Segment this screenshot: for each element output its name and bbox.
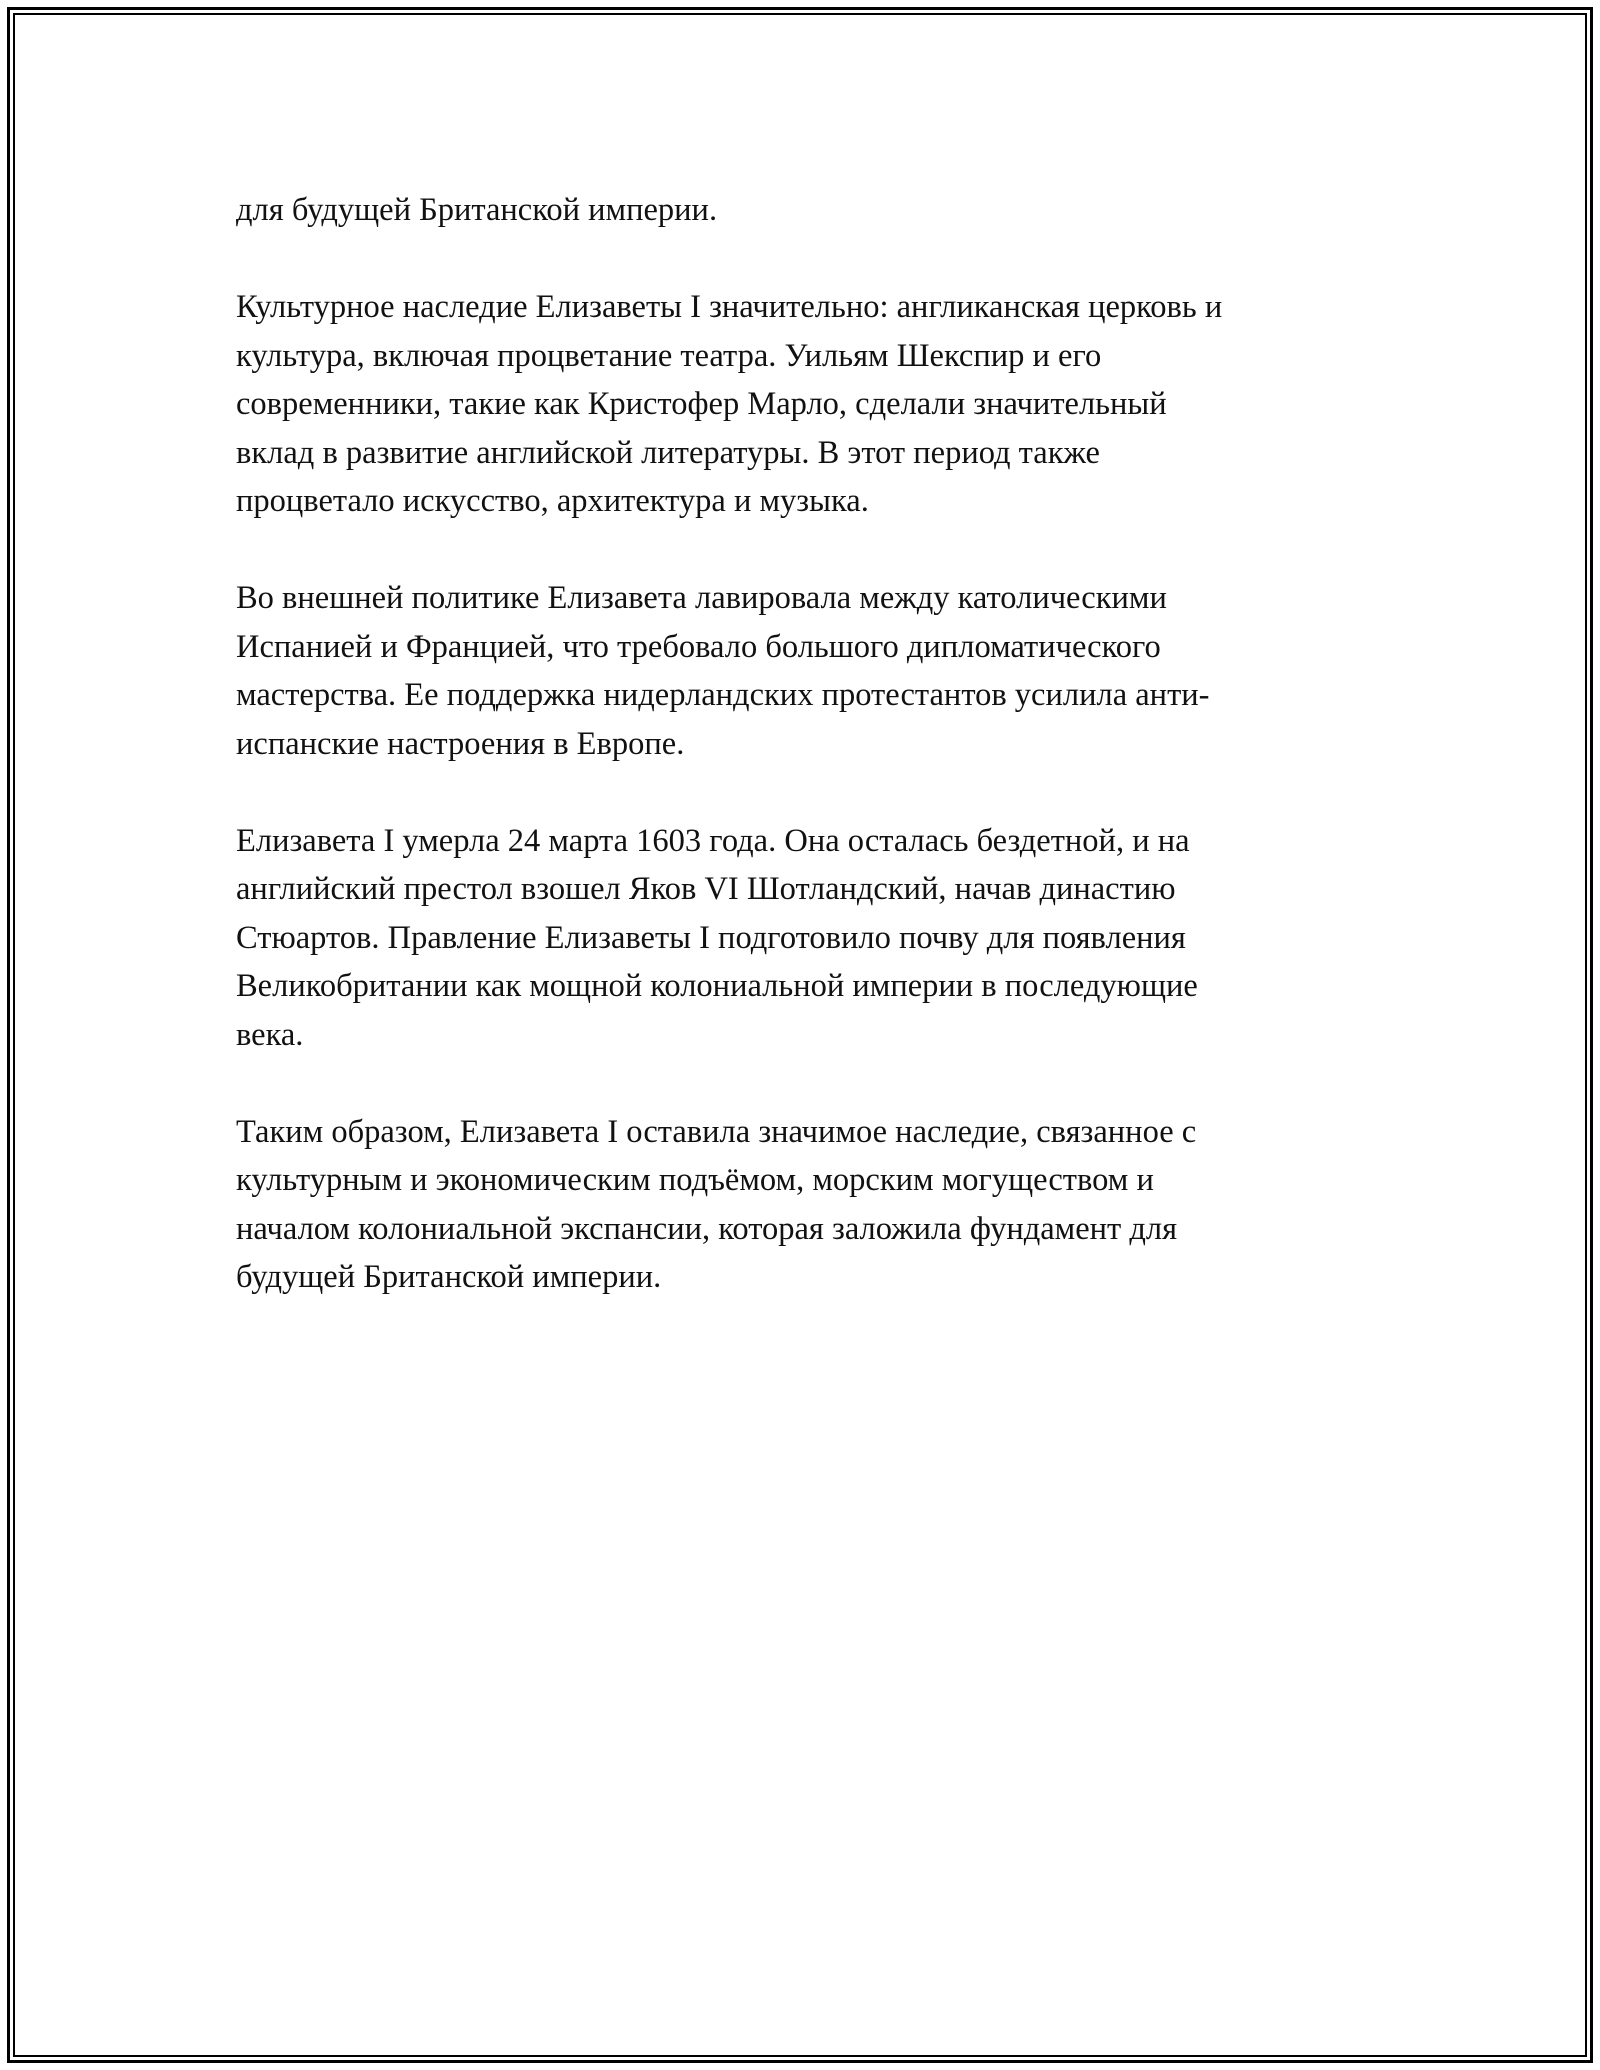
text-line: Великобритании как мощной колониальной империи в последующие: [236, 968, 1198, 1004]
text-line: испанские настроения в Европе.: [236, 725, 685, 762]
text-line: английский престол взошел Яков VI Шотландский, начав династию: [236, 871, 1176, 907]
paragraph-5: [236, 1108, 1376, 1302]
text-line: Елизавета I умерла 24 марта 1603 года. Она осталась бездетной, и на: [236, 822, 1190, 859]
text-line: современники, такие как Кристофер Марло, сделали значительный: [236, 386, 1167, 422]
paragraph-1: [236, 186, 1376, 235]
text-line: Таким образом, Елизавета I оставила значимое наследие, связанное с: [236, 1113, 1197, 1150]
text-line: для будущей Британской империи.: [236, 192, 718, 228]
text-line: Испанией и Францией, что требовало большого дипломатического: [236, 628, 1161, 665]
text-line: века.: [236, 1016, 304, 1053]
text-line: началом колониальной экспансии, которая заложила фундамент для: [236, 1210, 1178, 1247]
text-line: культура, включая процветание театра. Уильям Шекспир и его: [236, 337, 1102, 374]
text-line: Во внешней политике Елизавета лавировала между католическими: [236, 580, 1167, 616]
text-line: процветало искусство, архитектура и музыка.: [236, 483, 869, 519]
paragraph-4: [236, 817, 1376, 1060]
text-line: культурным и экономическим подъёмом, морским могуществом и: [236, 1162, 1154, 1198]
paragraph-3: [236, 574, 1376, 768]
text-line: мастерства. Ее поддержка нидерландских протестантов усилила анти-: [236, 677, 1210, 713]
text-line: Стюартов. Правление Елизаветы I подготовило почву для появления: [236, 919, 1186, 956]
text-line: Культурное наследие Елизаветы I значительно: англиканская церковь и: [236, 289, 1223, 325]
text-line: будущей Британской империи.: [236, 1259, 662, 1295]
paragraph-2: [236, 283, 1376, 526]
text-line: вклад в развитие английской литературы. В этот период также: [236, 434, 1100, 471]
document-body: [236, 186, 1376, 1350]
